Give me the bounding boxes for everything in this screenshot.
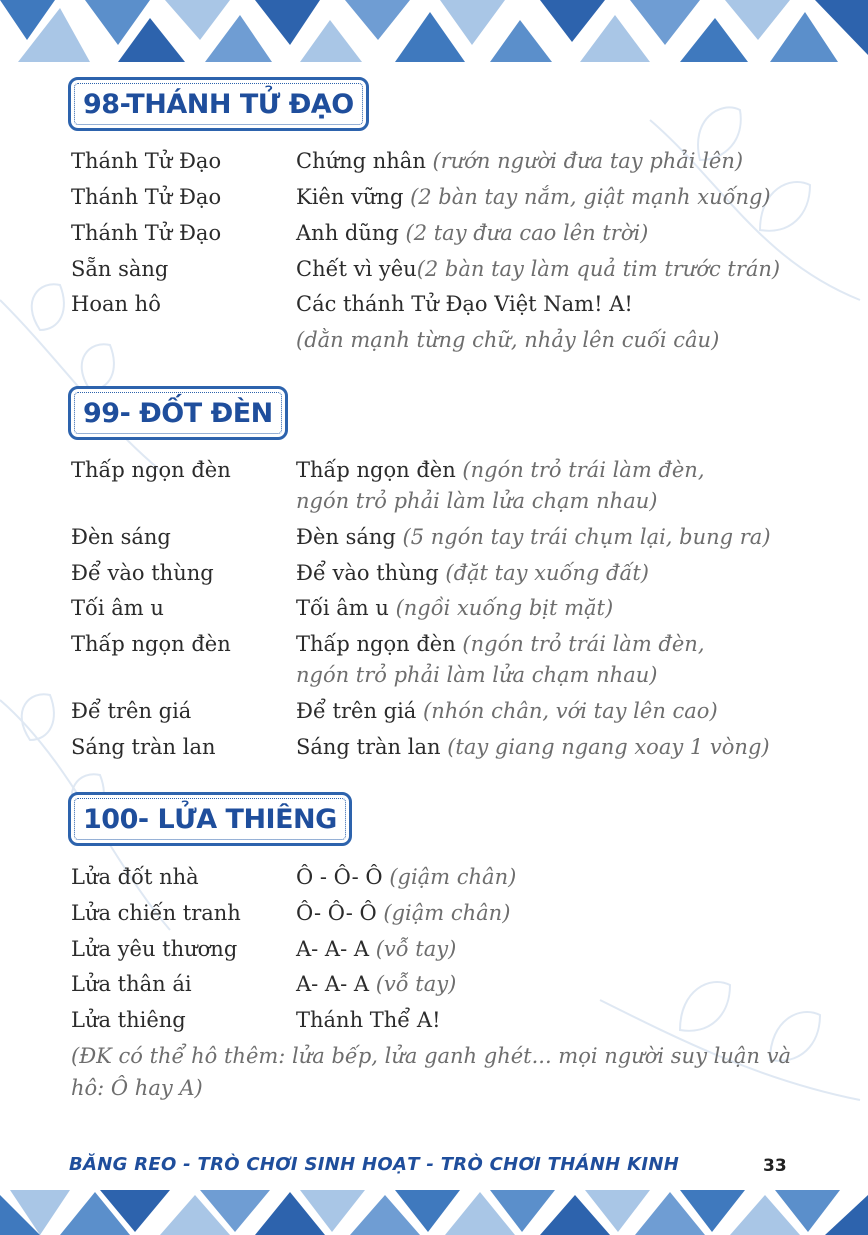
call-text: Lửa thân ái xyxy=(71,972,192,996)
call-text: Lửa đốt nhà xyxy=(71,865,199,889)
response-main: Thấp ngọn đèn xyxy=(296,458,463,482)
gesture-note: (rướn người đưa tay phải lên) xyxy=(432,149,744,173)
response-main: Để vào thùng xyxy=(296,561,446,585)
response-text: Các thánh Tử Đạo Việt Nam! A! xyxy=(296,292,633,316)
gesture-note: (vỗ tay) xyxy=(375,937,457,961)
gesture-note: (ngón trỏ trái làm đèn, xyxy=(462,458,705,482)
call-text: Để trên giá xyxy=(71,699,192,723)
response-main: A- A- A xyxy=(296,937,376,961)
call-text: Thánh Tử Đạo xyxy=(71,221,222,245)
call-text: Thấp ngọn đèn xyxy=(71,458,231,482)
gesture-note: ngón trỏ phải làm lửa chạm nhau) xyxy=(296,489,658,513)
gesture-note: (giậm chân) xyxy=(389,865,517,889)
call-text: Thánh Tử Đạo xyxy=(71,149,222,173)
response-text xyxy=(296,593,613,623)
response-text xyxy=(296,862,516,892)
section-heading-98: 98-THÁNH TỬ ĐẠO xyxy=(68,77,369,131)
response-main: Sáng tràn lan xyxy=(296,735,448,759)
response-main: Chứng nhân xyxy=(296,149,433,173)
response-text xyxy=(296,696,718,726)
gesture-note: (ngồi xuống bịt mặt) xyxy=(395,596,614,620)
gesture-note: (dằn mạnh từng chữ, nhảy lên cuối câu) xyxy=(296,328,720,352)
response-text xyxy=(296,898,510,928)
gesture-note: (2 bàn tay làm quả tim trước trán) xyxy=(416,257,781,281)
gesture-note: (vỗ tay) xyxy=(375,972,457,996)
response-text xyxy=(296,254,780,284)
call-text: Đèn sáng xyxy=(71,525,171,549)
call-text: Sáng tràn lan xyxy=(71,735,216,759)
call-text: Tối âm u xyxy=(71,596,164,620)
response-text xyxy=(296,732,770,762)
section-footnote: (ĐK có thể hô thêm: lửa bếp, lửa ganh ghét... mọi người suy luận và hô: Ô hay A) xyxy=(71,1044,791,1100)
response-main: Ô - Ô- Ô xyxy=(296,865,390,889)
call-text: Để vào thùng xyxy=(71,561,214,585)
call-text: Hoan hô xyxy=(71,292,161,316)
footer-book-title: BĂNG REO - TRÒ CHƠI SINH HOẠT - TRÒ CHƠI THÁNH KINH xyxy=(69,1154,680,1175)
call-text: Sẵn sàng xyxy=(71,257,169,281)
call-text: Lửa chiến tranh xyxy=(71,901,241,925)
gesture-note: ngón trỏ phải làm lửa chạm nhau) xyxy=(296,663,658,687)
section-heading-99: 99- ĐỐT ĐÈN xyxy=(68,386,288,440)
gesture-note: (ngón trỏ trái làm đèn, xyxy=(462,632,705,656)
top-triangle-border xyxy=(0,0,868,62)
response-text xyxy=(296,629,705,659)
call-text: Lửa thiêng xyxy=(71,1008,186,1032)
page-number: 33 xyxy=(763,1156,787,1176)
response-main: A- A- A xyxy=(296,972,376,996)
response-text xyxy=(296,522,771,552)
gesture-note: (2 bàn tay nắm, giật mạnh xuống) xyxy=(410,185,771,209)
response-text: Thánh Thể A! xyxy=(296,1008,441,1032)
gesture-note: (nhón chân, với tay lên cao) xyxy=(423,699,718,723)
gesture-note: (đặt tay xuống đất) xyxy=(445,561,649,585)
section-heading-100: 100- LỬA THIÊNG xyxy=(68,792,352,846)
response-main: Thấp ngọn đèn xyxy=(296,632,463,656)
gesture-note: (giậm chân) xyxy=(383,901,511,925)
response-main: Anh dũng xyxy=(296,221,406,245)
call-text: Thánh Tử Đạo xyxy=(71,185,222,209)
response-main: Chết vì yêu xyxy=(296,257,417,281)
bottom-triangle-border xyxy=(0,1190,868,1235)
response-text xyxy=(296,218,648,248)
call-text: Thấp ngọn đèn xyxy=(71,632,231,656)
call-text: Lửa yêu thương xyxy=(71,937,238,961)
gesture-note: (tay giang ngang xoay 1 vòng) xyxy=(447,735,770,759)
response-text xyxy=(296,934,456,964)
response-main: Ô- Ô- Ô xyxy=(296,901,384,925)
gesture-note: (5 ngón tay trái chụm lại, bung ra) xyxy=(402,525,771,549)
response-main: Để trên giá xyxy=(296,699,424,723)
response-main: Đèn sáng xyxy=(296,525,403,549)
response-main: Kiên vững xyxy=(296,185,411,209)
response-text xyxy=(296,969,456,999)
response-main: Tối âm u xyxy=(296,596,396,620)
gesture-note: (2 tay đưa cao lên trời) xyxy=(405,221,649,245)
response-text xyxy=(296,146,743,176)
response-text xyxy=(296,455,705,485)
response-text xyxy=(296,558,649,588)
response-text xyxy=(296,182,771,212)
